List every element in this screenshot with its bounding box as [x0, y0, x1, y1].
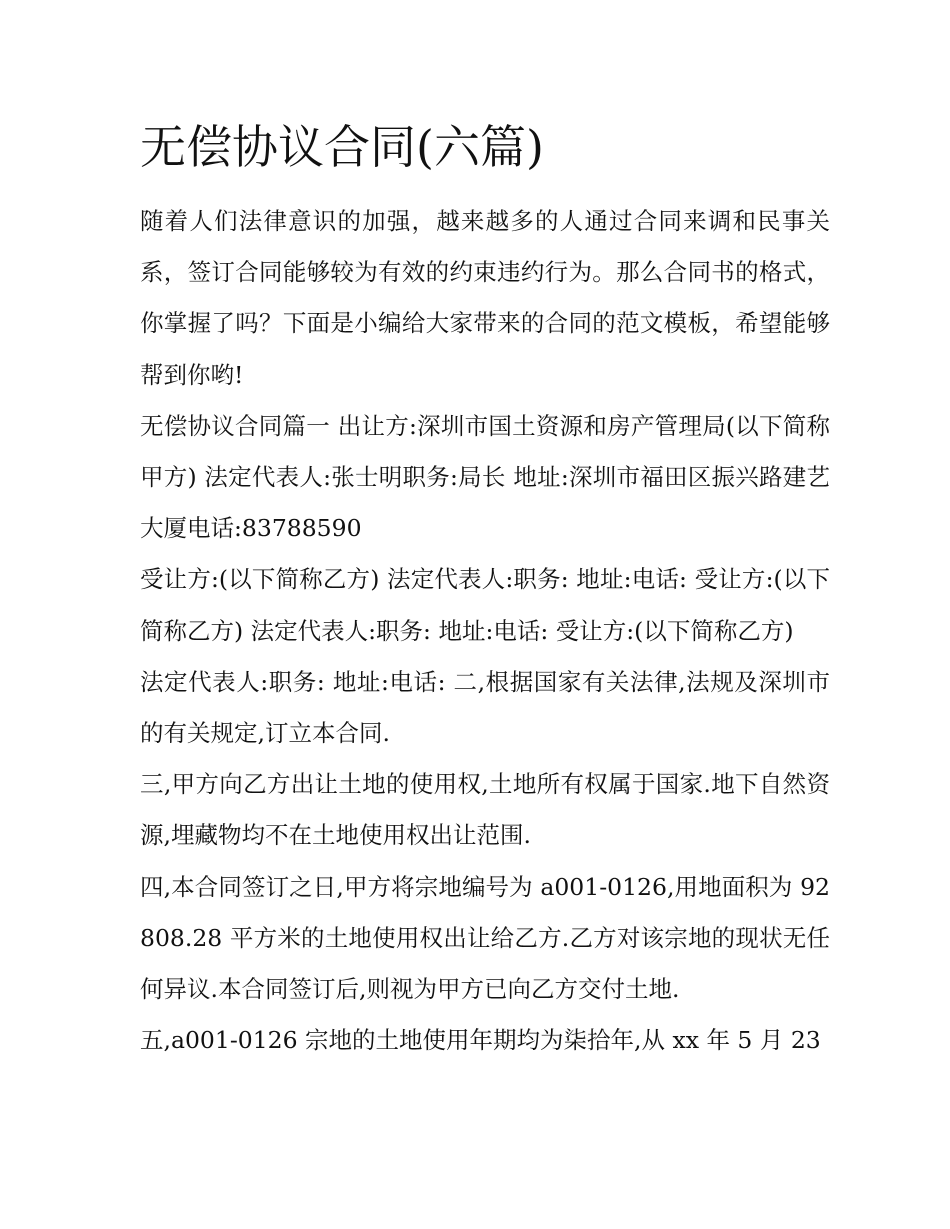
paragraph-intro: 随着人们法律意识的加强，越来越多的人通过合同来调和民事关系，签订合同能够较为有效的约束违约行为。那么合同书的格式，你掌握了吗？下面是小编给大家带来的合同的范文模板，希望能够帮到你哟!	[140, 207, 830, 389]
paragraph-clause-4: 四,本合同签订之日,甲方将宗地编号为 a001-0126,用地面积为 92808.28 平方米的土地使用权出让给乙方.乙方对该宗地的现状无任何异议.本合同签订后,则视为甲方已向乙方交付土地.	[140, 872, 830, 1004]
paragraph-clause-2: 法定代表人:职务: 地址:电话: 二,根据国家有关法律,法规及深圳市的有关规定,订立本合同.	[140, 667, 830, 748]
document-body	[140, 196, 830, 1066]
paragraph-transferee: 受让方:(以下简称乙方) 法定代表人:职务: 地址:电话: 受让方:(以下简称乙方) 法定代表人:职务: 地址:电话: 受让方:(以下简称乙方)	[140, 565, 830, 645]
document-title: 无偿协议合同(六篇)	[140, 120, 544, 174]
paragraph-clause-3: 三,甲方向乙方出让土地的使用权,土地所有权属于国家.地下自然资源,埋藏物均不在土地使用权出让范围.	[140, 770, 830, 850]
paragraph-transferor: 无偿协议合同篇一 出让方:深圳市国土资源和房产管理局(以下简称甲方) 法定代表人:张士明职务:局长 地址:深圳市福田区振兴路建艺大厦电话:83788590	[140, 411, 830, 543]
paragraph-clause-5: 五,a001-0126 宗地的土地使用年期均为柒拾年,从 xx 年 5 月 23	[140, 1026, 821, 1055]
